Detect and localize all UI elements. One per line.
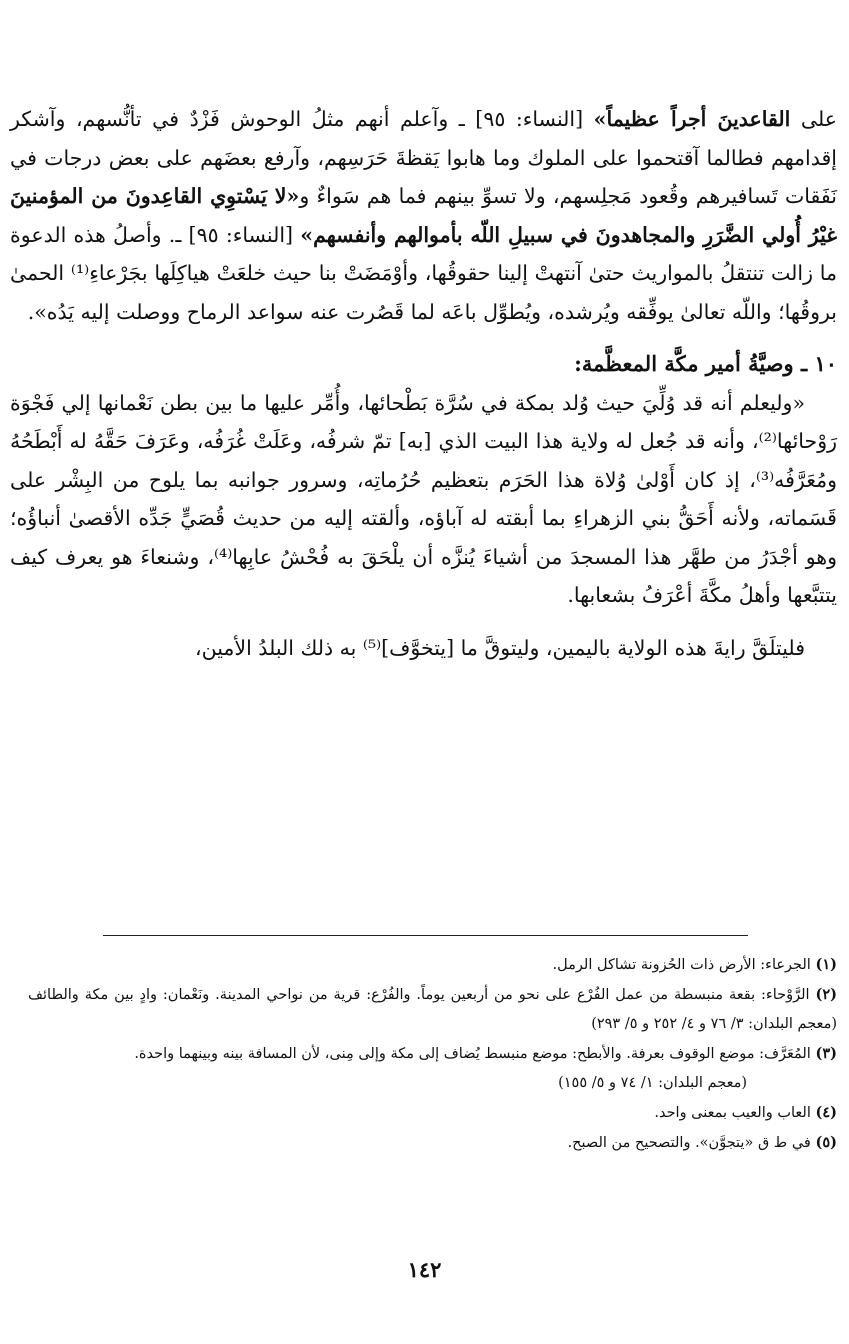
footnote-text: المُعَرَّف: موضع الوقوف بعرفة. والأبطح: موضع منبسط يُضاف إلى مكة وإلى مِنى، لأن المسافة بينه وبينهما واحدة. [134, 1046, 811, 1062]
footnote-number: (٥) [815, 1134, 837, 1151]
footnote-text: الجرعاء: الأرض ذات الحُزونة تشاكل الرمل. [552, 957, 811, 973]
footnote-5 [28, 1128, 837, 1158]
footnote-number: (١) [815, 956, 837, 973]
footnote-3 [28, 1039, 837, 1069]
text-run: على [790, 107, 837, 131]
footnote-1 [28, 950, 837, 980]
footnotes [28, 950, 837, 1158]
footnote-text: الرَّوْحاء: بقعة منبسطة من عمل الفُرْع على نحو من أربعين يوماً. والفُرْع: قرية من نواحي المدينة. ونَعْمان: وادٍ بين مكة والطائف (معجم البلدان: ٣/ ٧٦ و ٤/ ٢٥٢ و ٥/ ٢٩٣) [28, 987, 837, 1032]
footnote-number: (٣) [815, 1045, 837, 1062]
paragraph-3: فليتلَقَّ رايةَ هذه الولاية باليمين، وليتوقَّ ما [يتخوَّف]⁽⁵⁾ به ذلك البلدُ الأمين، [195, 635, 805, 660]
text-run: [النساء: ٩٥] ـ وآعلم أنهم مثلُ الوحوش فَزْدٌ في تأنُّسهم، وآشكر إقدامهم فطالما آقتحموا على الملوك وما هابوا يَقظةَ حَرَسِهم، وآرفع بعضَهم على بعض درجات في نَفَقات تَسافيرهم وقُعود مَجلِسهم، ولا تسوِّ بينهم فما هم سَواءٌ و [10, 107, 837, 208]
main-text [10, 100, 837, 667]
footnote-number: (٤) [815, 1104, 837, 1121]
quran-quote: «لا يَسْتوِي القاعِدونَ من المؤمنينَ غيْرُ أُولي الضَّرَرِ والمجاهدونَ في سبيلِ اللّه بأموالهم وأنفسهم» [10, 184, 837, 247]
footnote-text: العاب والعيب بمعنى واحد. [654, 1105, 811, 1121]
page-number: ١٤٢ [407, 1257, 442, 1282]
section-heading: ١٠ ـ وصيَّةُ أمير مكَّة المعظَّمة: [574, 351, 837, 376]
text-run: [النساء: ٩٥] ـ. وأصلُ هذه الدعوة ما زالت تنتقلُ بالمواريث حتىٰ آنتهتْ إلينا حقوقُها، وأوْمَضَتْ بنا حيث خلعَتْ هياكِلَها بجَرْعاءِ⁽¹⁾ الحمىٰ بروقُها؛ واللّه تعالىٰ يوفِّقه ويُرشده، ويُطوِّل باعَه لما قَصُرت عنه سواعد الرماح ووصلت إليه يَدُه». [10, 222, 837, 324]
paragraph-1 [10, 100, 837, 331]
quran-quote: القاعدينَ أجراً عظيماً» [593, 107, 791, 131]
footnote-number: (٢) [815, 986, 837, 1003]
footnote-3-source: (معجم البلدان: ١/ ٧٤ و ٥/ ١٥٥) [558, 1075, 747, 1091]
footnote-divider [103, 935, 748, 936]
footnote-4 [28, 1098, 837, 1128]
footnote-2 [28, 980, 837, 1039]
footnote-text: في ط ق «يتجوَّن». والتصحيح من الصبح. [567, 1135, 811, 1151]
paragraph-2: «وليعلم أنه قد وُلِّيَ حيث وُلد بمكة في سُرَّة بَطْحائها، وأُمِّر عليها ما بين بطن نَعْمانها إلي فَجْوَة رَوْحائها⁽²⁾، وأنه قد جُعل له ولاية هذا البيت الذي [به] تمّ شرفُه، وعَلَتْ غُرَفُه، وعَرَفَ حَقَّهُ له أَبْطَحُهُ ومُعَرَّفُه⁽³⁾، إذ كان أَوْلىٰ وُلاة هذا الحَرَم بتعظيم حُرُماتِه، وسرور جوانبه بما يلوح من البِشْر على قَسَماته، ولأنه أَحَقُّ بني الزهراءِ بما أبقته له آباؤه، وألقته إليه من حديث قُصَيٍّ جَدِّه الأقصىٰ أنباؤُه؛ وهو أجْدَرُ من طهَّر هذا المسجدَ من أشياءَ يُنزَّه أن يلْحَقَ به فُحْشُ عابِها⁽⁴⁾، وشنعاءَ هو يعرف كيف يتتبَّعها وأهلُ مكَّةَ أعْرَفُ بشعابها. [10, 390, 837, 607]
